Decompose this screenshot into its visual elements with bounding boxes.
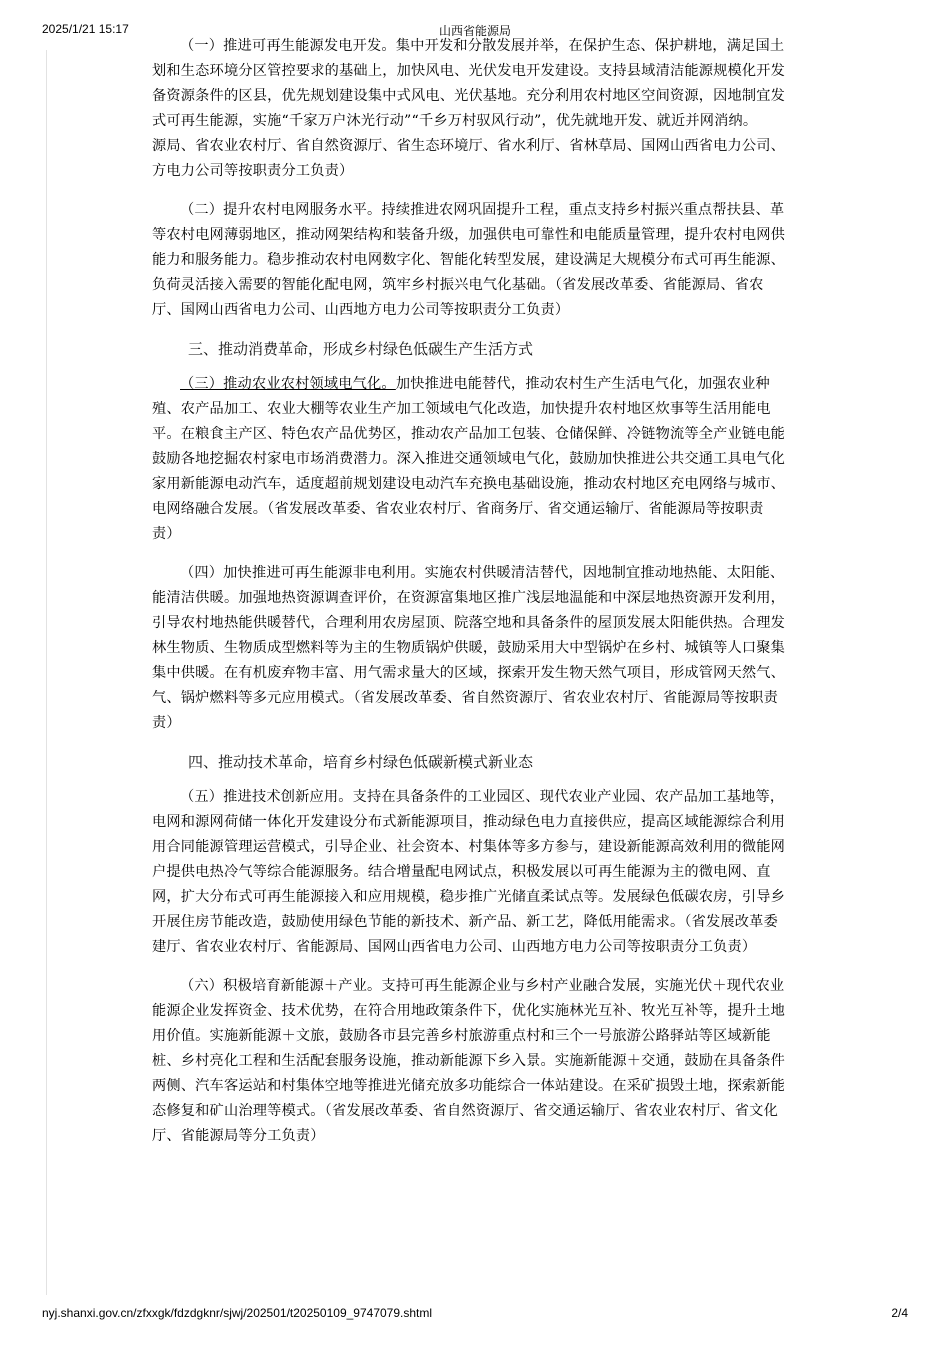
text-line: 用合同能源管理运营模式，引导企业、社会资本、村集体等多方参与，建设新能源高效利用的微能网	[152, 839, 786, 855]
page-url[interactable]: nyj.shanxi.gov.cn/zfxxgk/fdzdgknr/sjwj/202501/t20250109_9747079.shtml	[42, 1306, 433, 1320]
print-datetime: 2025/1/21 15:17	[42, 22, 129, 36]
text-line: 能清洁供暖。加强地热资源调查评价，在资源富集地区推广浅层地温能和中深层地热资源开发利用，	[152, 590, 786, 606]
text-line: 林生物质、生物质成型燃料等为主的生物质锅炉供暖，鼓励采用大中型锅炉在乡村、城镇等人口聚集	[152, 640, 786, 656]
text-line: （二）提升农村电网服务水平。持续推进农网巩固提升工程，重点支持乡村振兴重点帮扶县、革	[180, 202, 785, 218]
text-line: 网，扩大分布式可再生能源接入和应用规模，稳步推广光储直柔试点等。发展绿色低碳农房，引导乡	[152, 889, 786, 905]
text-line: （四）加快推进可再生能源非电利用。实施农村供暖清洁替代，因地制宜推动地热能、太阳能、	[180, 565, 785, 581]
paragraph-3	[152, 372, 904, 547]
text-line: 开展住房节能改造，鼓励使用绿色节能的新技术、新产品、新工艺，降低用能需求。（省发展改革委	[152, 914, 778, 930]
text-line: 式可再生能源，实施“千家万户沐光行动”“千乡万村驭风行动”，优先就地开发、就近并网消纳。	[152, 113, 758, 129]
text-line: 电网络融合发展。（省发展改革委、省农业农村厅、省商务厅、省交通运输厅、省能源局等按职责	[152, 501, 764, 517]
text-line: 源局、省农业农村厅、省自然资源厅、省生态环境厅、省水利厅、省林草局、国网山西省电力公司、	[152, 138, 786, 154]
text-line: 家用新能源电动汽车，适度超前规划建设电动汽车充换电基础设施，推动农村地区充电网络与城市、	[152, 476, 786, 492]
text-line: 厅、省能源局等分工负责）	[152, 1128, 325, 1144]
text-line: 引导农村地热能供暖替代，合理利用农房屋顶、院落空地和具备条件的屋顶发展太阳能供热。合理发	[152, 615, 786, 631]
site-title: 山西省能源局	[438, 24, 511, 38]
text-line: 责）	[152, 526, 181, 542]
text-line: 态修复和矿山治理等模式。（省发展改革委、省自然资源厅、省交通运输厅、省农业农村厅、省文化	[152, 1103, 778, 1119]
text-line: 集中供暖。在有机废弃物丰富、用气需求量大的区域，探索开发生物天然气项目，形成管网天然气、	[152, 665, 786, 681]
section-heading-3: 三、推动消费革命，形成乡村绿色低碳生产生活方式	[188, 340, 534, 358]
text-line: 气、锅炉燃料等多元应用模式。（省发展改革委、省自然资源厅、省农业农村厅、省能源局等按职责	[152, 690, 778, 706]
text-line	[152, 372, 904, 397]
text-line: 电网和源网荷储一体化开发建设分布式新能源项目，推动绿色电力直接供应，提高区域能源综合利用	[152, 814, 786, 830]
text-line: 鼓励各地挖掘农村家电市场消费潜力。深入推进交通领域电气化，鼓励加快推进公共交通工具电气化	[152, 451, 786, 467]
text-line: （五）推进技术创新应用。支持在具备条件的工业园区、现代农业产业园、农产品加工基地等，	[180, 789, 785, 805]
section-heading-4: 四、推动技术革命，培育乡村绿色低碳新模式新业态	[188, 753, 534, 771]
text-line: 备资源条件的区县，优先规划建设集中式风电、光伏基地。充分利用农村地区空间资源，因地制宜发	[152, 88, 786, 104]
paragraph-6	[152, 974, 904, 1149]
text-line: 厅、国网山西省电力公司、山西地方电力公司等按职责分工负责）	[152, 302, 570, 318]
text-line: 建厅、省农业农村厅、省能源局、国网山西省电力公司、山西地方电力公司等按职责分工负责）	[152, 939, 757, 955]
text-run: 加快推进电能替代，推动农村生产生活电气化，加强农业种	[395, 376, 770, 392]
text-line: 划和生态环境分区管控要求的基础上，加快风电、光伏发电开发建设。支持县域清洁能源规模化开发	[152, 63, 786, 79]
text-line: 能力和服务能力。稳步推动农村电网数字化、智能化转型发展，建设满足大规模分布式可再生能源、	[152, 252, 786, 268]
page-number: 2/4	[891, 1306, 908, 1320]
paragraph-2	[152, 198, 904, 323]
text-line: 负荷灵活接入需要的智能化配电网，筑牢乡村振兴电气化基础。（省发展改革委、省能源局、省农	[152, 277, 764, 293]
underlined-subheading: （三）推动农业农村领域电气化。	[180, 376, 396, 392]
text-line: 用价值。实施新能源＋文旅，鼓励各市县完善乡村旅游重点村和三个一号旅游公路驿站等区域新能	[152, 1028, 771, 1044]
paragraph-5	[152, 785, 904, 960]
text-line: 方电力公司等按职责分工负责）	[152, 163, 354, 179]
left-margin-rule	[46, 50, 47, 1295]
text-line: 责）	[152, 715, 181, 731]
text-line: 桩、乡村亮化工程和生活配套服务设施，推动新能源下乡入景。实施新能源＋交通，鼓励在具备条件	[152, 1053, 786, 1069]
text-line: 等农村电网薄弱地区，推动网架结构和装备升级，加强供电可靠性和电能质量管理，提升农村电网供	[152, 227, 786, 243]
paragraph-1	[152, 34, 904, 184]
text-line: 两侧、汽车客运站和村集体空地等推进光储充放多功能综合一体站建设。在采矿损毁土地，探索新能	[152, 1078, 786, 1094]
text-line: （一）推进可再生能源发电开发。集中开发和分散发展并举，在保护生态、保护耕地，满足国土	[180, 38, 785, 54]
paragraph-4	[152, 561, 904, 736]
document-body	[152, 34, 904, 1292]
text-line: 户提供电热冷气等综合能源服务。结合增量配电网试点，积极发展以可再生能源为主的微电网、直	[152, 864, 771, 880]
text-line: 平。在粮食主产区、特色农产品优势区，推动农产品加工包装、仓储保鲜、冷链物流等全产业链电能	[152, 426, 786, 442]
text-line: （六）积极培育新能源＋产业。支持可再生能源企业与乡村产业融合发展，实施光伏＋现代农业	[180, 978, 785, 994]
text-line: 殖、农产品加工、农业大棚等农业生产加工领域电气化改造，加快提升农村地区炊事等生活用能电	[152, 401, 771, 417]
text-line: 能源企业发挥资金、技术优势，在符合用地政策条件下，优化实施林光互补、牧光互补等，提升土地	[152, 1003, 786, 1019]
